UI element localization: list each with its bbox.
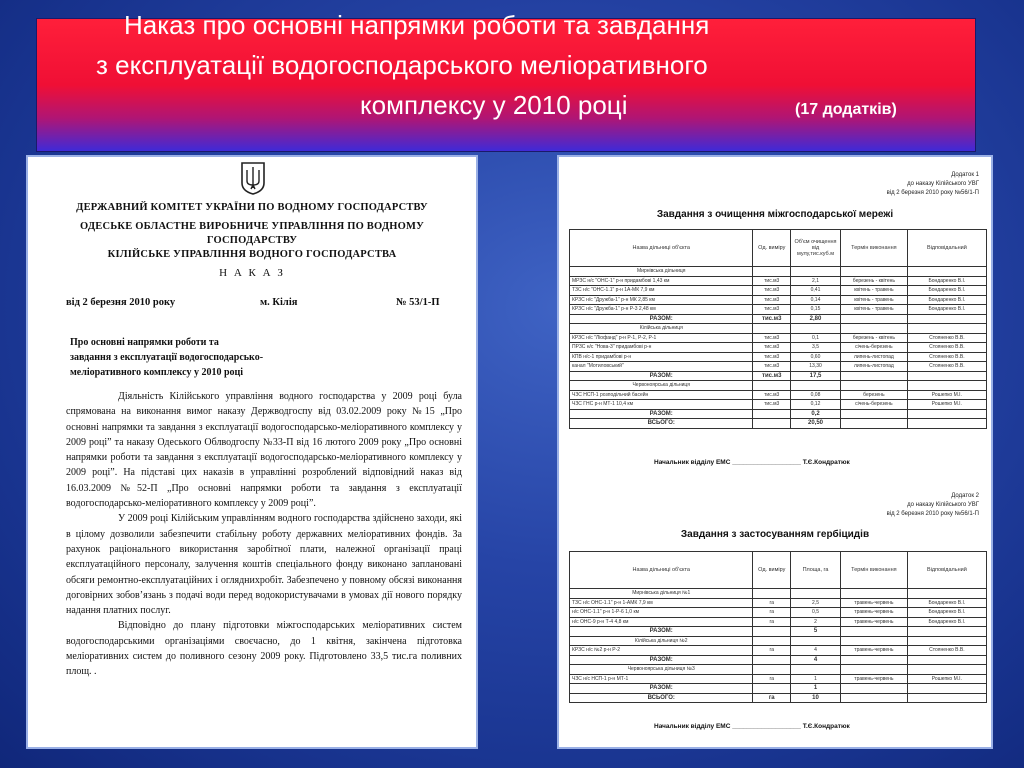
table-cell: тис.м3 bbox=[753, 333, 791, 343]
subject-line: завдання з експлуатації водогосподарсько- bbox=[70, 352, 264, 363]
table-row bbox=[570, 627, 987, 637]
annotation-line: до наказу Кілійського УВГ bbox=[907, 502, 979, 508]
table-cell: 1 bbox=[791, 684, 841, 694]
table-cell bbox=[791, 665, 841, 675]
table-cell bbox=[753, 655, 791, 665]
table-cell: н/с ОНС-9 р-н Т-4 4,8 км bbox=[570, 617, 753, 627]
table-cell: Бондаренко В.І. bbox=[907, 276, 986, 286]
table-cell: 0,41 bbox=[791, 286, 841, 296]
table-cell bbox=[753, 589, 791, 599]
column-header: Назва дільниці об'єкта bbox=[570, 552, 753, 589]
table-cell bbox=[907, 419, 986, 429]
column-header: Од. виміру bbox=[753, 230, 791, 267]
table-cell: РАЗОМ: bbox=[570, 371, 753, 381]
appendix2-annotation bbox=[887, 492, 979, 519]
org-header-3: ГОСПОДАРСТВУ bbox=[206, 235, 298, 246]
table-cell bbox=[907, 627, 986, 637]
table-cell: травень-червень bbox=[841, 598, 908, 608]
table-cell: 20,50 bbox=[791, 419, 841, 429]
table-cell bbox=[753, 381, 791, 391]
org-header-1: ДЕРЖАВНИЙ КОМІТЕТ УКРАЇНИ ПО ВОДНОМУ ГОСПОДАРСТВУ bbox=[76, 202, 428, 213]
table-cell bbox=[841, 636, 908, 646]
column-header: Термін виконання bbox=[841, 552, 908, 589]
table-cell bbox=[841, 627, 908, 637]
table-header-row bbox=[570, 230, 987, 267]
table-cell: Бондаренко В.І. bbox=[907, 286, 986, 296]
table-cell: липень-листопад bbox=[841, 352, 908, 362]
table-cell: Рошепко М.І. bbox=[907, 674, 986, 684]
table-cell: 4 bbox=[791, 655, 841, 665]
table-cell: РАЗОМ: bbox=[570, 409, 753, 419]
table-cell: КРЗС н/с №2 р-н Р-2 bbox=[570, 646, 753, 656]
table-cell bbox=[791, 381, 841, 391]
section-cell: Кілійська дільниця bbox=[570, 324, 753, 334]
table-cell: травень-червень bbox=[841, 674, 908, 684]
table-row bbox=[570, 333, 987, 343]
table-cell: 3,5 bbox=[791, 343, 841, 353]
table-cell: ТЗС н/с ОНС-1.1" р-н 1-АМК 7,9 км bbox=[570, 598, 753, 608]
table-cell: Стояненко В.В. bbox=[907, 333, 986, 343]
table-cell bbox=[841, 419, 908, 429]
table-cell bbox=[907, 324, 986, 334]
table-cell: 17,5 bbox=[791, 371, 841, 381]
section-cell: Кілійська дільниця №2 bbox=[570, 636, 753, 646]
table-cell: липень-листопад bbox=[841, 362, 908, 372]
table-cell: Стояненко В.В. bbox=[907, 646, 986, 656]
table-cell bbox=[791, 636, 841, 646]
table-cell: Бондаренко В.І. bbox=[907, 295, 986, 305]
appendix1-signature: Начальник відділу ЕМС ___________________ Т.Є.Кондратюк bbox=[654, 459, 850, 466]
table-cell: ЧЗС н/с НСП-1 р-н МТ-1 bbox=[570, 674, 753, 684]
table-cell: Бондаренко В.І. bbox=[907, 305, 986, 315]
table-cell bbox=[907, 665, 986, 675]
table-cell bbox=[907, 589, 986, 599]
section-cell: Червоноярська дільниця bbox=[570, 381, 753, 391]
table-cell: тис.м3 bbox=[753, 276, 791, 286]
table-row bbox=[570, 314, 987, 324]
table-cell bbox=[907, 684, 986, 694]
table-cell: МРЗС н/с "ОНС-1" р-н придамбові 1,43 км bbox=[570, 276, 753, 286]
table-cell: н/с ОНС-1.1" р-н 1-Р-6 1,0 км bbox=[570, 608, 753, 618]
table-cell: 2 bbox=[791, 617, 841, 627]
annotation-line: Додаток 1 bbox=[951, 172, 979, 178]
table-row bbox=[570, 636, 987, 646]
table-cell: тис.м3 bbox=[753, 343, 791, 353]
org-header-4: КІЛІЙСЬКЕ УПРАВЛІННЯ ВОДНОГО ГОСПОДАРСТВА bbox=[107, 249, 397, 260]
annotation-line: Додаток 2 bbox=[951, 493, 979, 499]
table-cell: ВСЬОГО: bbox=[570, 419, 753, 429]
table-cell: травень-червень bbox=[841, 646, 908, 656]
table-row bbox=[570, 665, 987, 675]
table-cell: Рошепко М.І. bbox=[907, 400, 986, 410]
column-header: Об'єм очищення від мулу,тис.куб.м bbox=[791, 230, 841, 267]
table-cell bbox=[907, 636, 986, 646]
table-cell bbox=[791, 589, 841, 599]
order-number: № 53/1-П bbox=[396, 297, 440, 308]
table-cell: 0,2 bbox=[791, 409, 841, 419]
table-cell bbox=[841, 693, 908, 703]
table-cell: Бондаренко В.І. bbox=[907, 617, 986, 627]
table-row bbox=[570, 371, 987, 381]
order-subject bbox=[70, 335, 330, 380]
table-row bbox=[570, 324, 987, 334]
table-cell: тис.м3 bbox=[753, 371, 791, 381]
table-row bbox=[570, 419, 987, 429]
order-place: м. Кілія bbox=[260, 297, 298, 308]
table-row bbox=[570, 276, 987, 286]
table-cell: 1 bbox=[791, 674, 841, 684]
table-cell bbox=[907, 655, 986, 665]
appendix1-annotation bbox=[887, 171, 979, 198]
table-row bbox=[570, 267, 987, 277]
table-cell: Стояненко В.В. bbox=[907, 343, 986, 353]
table-row bbox=[570, 381, 987, 391]
table-cell bbox=[841, 409, 908, 419]
column-header: Відповідальний bbox=[907, 552, 986, 589]
table-cell bbox=[907, 409, 986, 419]
table-row bbox=[570, 295, 987, 305]
annotation-line: до наказу Кілійського УВГ bbox=[907, 181, 979, 187]
table-cell bbox=[841, 267, 908, 277]
table-cell: квітень - травень bbox=[841, 286, 908, 296]
table-cell: 5 bbox=[791, 627, 841, 637]
table-cell bbox=[841, 655, 908, 665]
table-cell: га bbox=[753, 598, 791, 608]
table-row bbox=[570, 617, 987, 627]
section-cell: Мирнівська дільниця №1 bbox=[570, 589, 753, 599]
table-cell bbox=[841, 684, 908, 694]
table-row bbox=[570, 400, 987, 410]
table-cell: га bbox=[753, 674, 791, 684]
table-cell bbox=[907, 267, 986, 277]
annotation-line: від 2 березня 2010 року №56/1-П bbox=[886, 190, 979, 196]
table-cell: тис.м3 bbox=[753, 314, 791, 324]
table-cell bbox=[907, 693, 986, 703]
table-cell: березень bbox=[841, 390, 908, 400]
table-row bbox=[570, 390, 987, 400]
table-cell: 0,60 bbox=[791, 352, 841, 362]
table-cell: РАЗОМ: bbox=[570, 684, 753, 694]
table-cell: 4 bbox=[791, 646, 841, 656]
table-cell: тис.м3 bbox=[753, 390, 791, 400]
table-cell bbox=[841, 665, 908, 675]
table-cell: канал "Мотиловський" bbox=[570, 362, 753, 372]
body-paragraph: Діяльність Кілійського управління водного господарства у 2009 році була спрямована на виконання вимог наказу Держводгоспу від 03.02.2009 року №15 „Про основні напрямки та завдання з експлуатації водогосподарсько-меліоративного комплексу у 2009 році” та наказу Одеського Облводгоспу №33-П від 16 лютого 2009 року „Про основні напрямки роботи та завдання з експлуатації водогосподарсько-меліоративного комплексу у 2009 році”. На підставі цих наказів в управлінні розроблений відповідний наказ від 16.03.2009 №52-П „Про основні напрямки роботи та завдання з експлуатації водогосподарсько-меліоративного комплексу у 2009 році”. bbox=[66, 391, 462, 510]
table-row bbox=[570, 684, 987, 694]
table-cell: 0,08 bbox=[791, 390, 841, 400]
title-line-2: з експлуатації водогосподарського меліоративного bbox=[96, 50, 708, 80]
table-cell bbox=[841, 314, 908, 324]
subject-line: Про основні напрямки роботи та bbox=[70, 337, 219, 348]
appendix2-signature: Начальник відділу ЕМС ___________________ Т.Є.Кондратюк bbox=[654, 723, 850, 730]
table-cell bbox=[753, 409, 791, 419]
table-row bbox=[570, 608, 987, 618]
table-cell: Бондаренко В.І. bbox=[907, 608, 986, 618]
document-type: Н А К А З bbox=[219, 267, 285, 279]
annotation-line: від 2 березня 2010 року №56/1-П bbox=[886, 511, 979, 517]
table-cell: РАЗОМ: bbox=[570, 627, 753, 637]
table-row bbox=[570, 343, 987, 353]
table-cell bbox=[907, 314, 986, 324]
table-cell bbox=[753, 267, 791, 277]
table-cell: РАЗОМ: bbox=[570, 655, 753, 665]
table-cell: га bbox=[753, 617, 791, 627]
order-document bbox=[26, 155, 478, 749]
table-cell: січень-березень bbox=[841, 400, 908, 410]
table-cell: КПВ н/с-1 придамбові р-н bbox=[570, 352, 753, 362]
table-cell: ТЗС н/с "ОНС-1.1" р-н 1А-МК 7,9 км bbox=[570, 286, 753, 296]
subject-line: меліоративного комплексу у 2010 році bbox=[70, 367, 244, 378]
appendix1-table bbox=[569, 229, 987, 429]
table-cell: Рошепко М.І. bbox=[907, 390, 986, 400]
table-cell: березень - квітень bbox=[841, 276, 908, 286]
table-header-row bbox=[570, 552, 987, 589]
table-row bbox=[570, 589, 987, 599]
table-cell: ЧЗС НСП-1 розподільчий басейн bbox=[570, 390, 753, 400]
table-cell bbox=[841, 371, 908, 381]
table-cell: ПРЗС н/с "Нова-3" придамбові р-н bbox=[570, 343, 753, 353]
table-cell: 2,5 bbox=[791, 598, 841, 608]
table-cell bbox=[753, 324, 791, 334]
table-row bbox=[570, 409, 987, 419]
table-cell: РАЗОМ: bbox=[570, 314, 753, 324]
table-row bbox=[570, 646, 987, 656]
table-row bbox=[570, 352, 987, 362]
order-date: від 2 березня 2010 року bbox=[66, 297, 176, 308]
table-cell: КРЗС н/с "Дружба-1" р-н Р-3 2,48 км bbox=[570, 305, 753, 315]
title-line-1: Наказ про основні напрямки роботи та завдання bbox=[124, 10, 710, 40]
column-header: Відповідальний bbox=[907, 230, 986, 267]
table-cell: тис.м3 bbox=[753, 400, 791, 410]
table-cell: 2,1 bbox=[791, 276, 841, 286]
table-cell bbox=[753, 627, 791, 637]
table-cell: 0,12 bbox=[791, 400, 841, 410]
slide-title bbox=[0, 0, 1024, 130]
column-header: Од. виміру bbox=[753, 552, 791, 589]
table-cell: квітень - травень bbox=[841, 305, 908, 315]
title-line-3: комплексу у 2010 році bbox=[360, 90, 628, 120]
table-row bbox=[570, 655, 987, 665]
table-cell: 0,14 bbox=[791, 295, 841, 305]
section-cell: Червоноярська дільниця №3 bbox=[570, 665, 753, 675]
body-paragraph: Відповідно до плану підготовки міжгосподарських меліоративних систем водогосподарськими організаціями своєчасно, до 1 квітня, закінчена підготовка меліоративних систем до поливного сезону 2009 року. Підготовлено 33,5 тис.га поливних площ. . bbox=[66, 620, 462, 678]
appendix-count-note: (17 додатків) bbox=[795, 101, 897, 118]
table-cell bbox=[753, 636, 791, 646]
order-body bbox=[66, 389, 462, 680]
org-header-2: ОДЕСЬКЕ ОБЛАСТНЕ ВИРОБНИЧЕ УПРАВЛІННЯ ПО ВОДНОМУ bbox=[79, 221, 424, 232]
table-cell: КРЗС н/с "Ліофанд" р-н Р-1, Р-2, Р-1 bbox=[570, 333, 753, 343]
table-row bbox=[570, 362, 987, 372]
table-row bbox=[570, 674, 987, 684]
appendix2-title: Завдання з застосуванням гербіцидів bbox=[680, 529, 870, 540]
table-cell bbox=[841, 589, 908, 599]
table-cell: 2,80 bbox=[791, 314, 841, 324]
body-paragraph: У 2009 році Кілійським управлінням водного господарства здійснено заходи, які в цілому дозволили забезпечити стабільну роботу державних меліоративних фондів. За рахунок раціонального використання заробітної плати, належної організації праці експлуатаційного персоналу, залучення коштів спеціального фонду виконано заплановані обсяги ремонтно-експлуатаційних і огляднихробіт. Забезпечено у повному обсязі виконання договірних зобов’язань з подачі води перед водокористувачами в умовах дії нового порядку надання платних послуг. bbox=[66, 513, 462, 617]
table-cell bbox=[791, 324, 841, 334]
trident-emblem-icon bbox=[240, 161, 266, 195]
table-cell: га bbox=[753, 646, 791, 656]
table-cell bbox=[791, 267, 841, 277]
table-cell: травень-червень bbox=[841, 617, 908, 627]
appendix1-title: Завдання з очищення міжгосподарської мережі bbox=[656, 209, 894, 220]
table-cell: 0,5 bbox=[791, 608, 841, 618]
column-header: Площа, га bbox=[791, 552, 841, 589]
table-cell: ВСЬОГО: bbox=[570, 693, 753, 703]
table-row bbox=[570, 693, 987, 703]
table-cell: Стояненко В.В. bbox=[907, 352, 986, 362]
table-cell: КРЗС н/с "Дружба-1" р-н МК 2,85 км bbox=[570, 295, 753, 305]
table-cell: 13,30 bbox=[791, 362, 841, 372]
table-cell: Бондаренко В.І. bbox=[907, 598, 986, 608]
table-cell: тис.м3 bbox=[753, 362, 791, 372]
table-cell: га bbox=[753, 608, 791, 618]
table-cell bbox=[841, 324, 908, 334]
table-cell: 0,1 bbox=[791, 333, 841, 343]
column-header: Назва дільниці об'єкта bbox=[570, 230, 753, 267]
appendices-document bbox=[557, 155, 993, 749]
table-cell: 0,15 bbox=[791, 305, 841, 315]
table-cell bbox=[907, 371, 986, 381]
table-row bbox=[570, 598, 987, 608]
table-cell: тис.м3 bbox=[753, 286, 791, 296]
table-row bbox=[570, 305, 987, 315]
appendix2-table bbox=[569, 551, 987, 703]
table-row bbox=[570, 286, 987, 296]
table-cell: тис.м3 bbox=[753, 295, 791, 305]
table-cell: га bbox=[753, 693, 791, 703]
column-header: Термін виконання bbox=[841, 230, 908, 267]
table-cell bbox=[841, 381, 908, 391]
table-cell: тис.м3 bbox=[753, 305, 791, 315]
section-cell: Мирнівська дільниця bbox=[570, 267, 753, 277]
table-cell bbox=[907, 381, 986, 391]
table-cell: січень-березень bbox=[841, 343, 908, 353]
table-cell: квітень - травень bbox=[841, 295, 908, 305]
table-cell: тис.м3 bbox=[753, 352, 791, 362]
table-cell: ЧЗС ГНС р-н МТ-1 10,4 км bbox=[570, 400, 753, 410]
table-cell bbox=[753, 419, 791, 429]
table-cell: травень-червень bbox=[841, 608, 908, 618]
table-cell: Стояненко В.В. bbox=[907, 362, 986, 372]
table-cell bbox=[753, 684, 791, 694]
table-cell bbox=[753, 665, 791, 675]
table-cell: березень - квітень bbox=[841, 333, 908, 343]
table-cell: 10 bbox=[791, 693, 841, 703]
